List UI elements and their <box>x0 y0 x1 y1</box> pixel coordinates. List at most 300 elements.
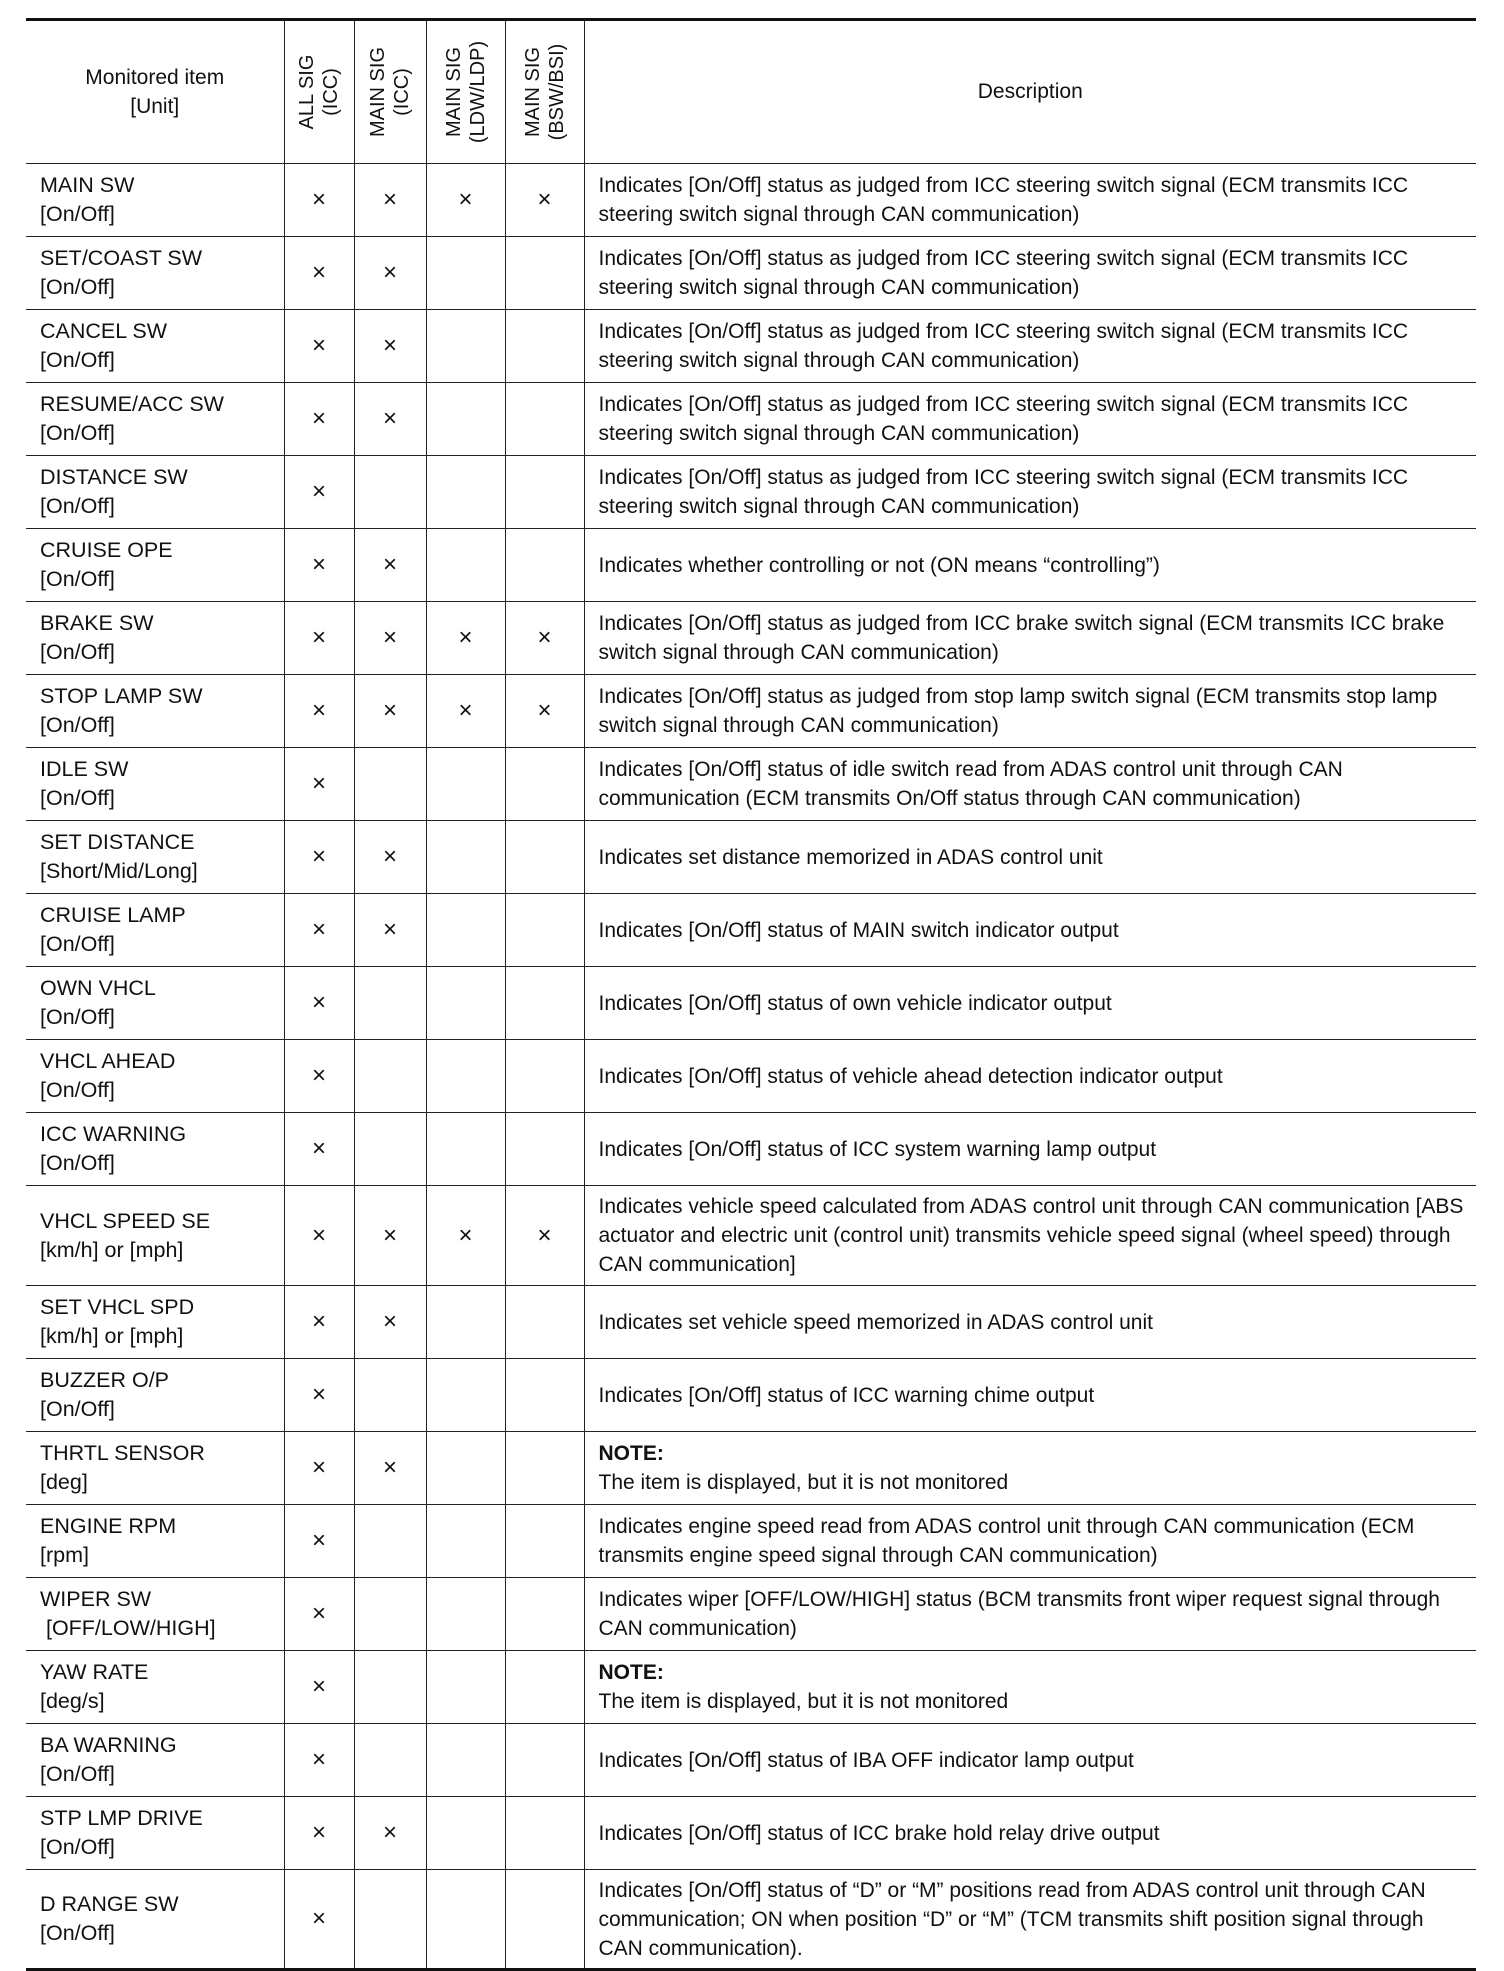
signal-mark-cell <box>354 1651 426 1724</box>
signal-mark-cell <box>354 821 426 894</box>
signal-mark-cell <box>426 164 505 237</box>
signal-mark-cell <box>354 1359 426 1432</box>
item-name: D RANGE SW <box>40 1892 179 1916</box>
monitored-item-cell <box>26 1286 284 1359</box>
monitored-item-cell <box>26 967 284 1040</box>
table-row <box>26 529 1476 602</box>
item-unit: [On/Off] <box>40 275 115 299</box>
header-col-line1: MAIN SIG <box>367 46 389 138</box>
cross-mark-icon: × <box>311 1527 326 1554</box>
item-name: MAIN SW <box>40 173 135 197</box>
signal-mark-cell <box>426 529 505 602</box>
item-unit: [On/Off] <box>40 1078 115 1102</box>
signal-mark-cell <box>284 383 354 456</box>
monitored-item-cell <box>26 602 284 675</box>
description-cell <box>584 1186 1476 1286</box>
table-row <box>26 456 1476 529</box>
monitored-item-cell <box>26 383 284 456</box>
cross-mark-icon: × <box>311 551 326 578</box>
cross-mark-icon: × <box>311 478 326 505</box>
header-main-sig-ldw-ldp <box>426 20 505 164</box>
cross-mark-icon: × <box>311 1381 326 1408</box>
monitored-item-cell <box>26 1870 284 1970</box>
signal-mark-cell <box>426 1797 505 1870</box>
cross-mark-icon: × <box>382 843 397 870</box>
signal-mark-cell <box>354 894 426 967</box>
signal-mark-cell <box>354 1797 426 1870</box>
table-row <box>26 1040 1476 1113</box>
cross-mark-icon: × <box>458 624 473 651</box>
item-name: BUZZER O/P <box>40 1368 170 1392</box>
item-unit: [On/Off] <box>40 567 115 591</box>
signal-mark-cell <box>426 1870 505 1970</box>
cross-mark-icon: × <box>537 697 552 724</box>
signal-mark-cell <box>505 1040 584 1113</box>
table-row <box>26 967 1476 1040</box>
description-text: Indicates vehicle speed calculated from ADAS control unit through CAN communication [ABS actuator and electric unit (control unit) transmits vehicle speed signal (wheel speed) through CAN communication] <box>598 1195 1464 1276</box>
header-col-line2: (LDW/LDP) <box>466 40 489 144</box>
signal-mark-cell <box>354 456 426 529</box>
signal-mark-cell <box>426 1432 505 1505</box>
signal-mark-cell <box>505 310 584 383</box>
header-item-label: Monitored item <box>85 66 225 89</box>
monitored-item-cell <box>26 1186 284 1286</box>
signal-mark-cell <box>505 1286 584 1359</box>
signal-mark-cell <box>426 748 505 821</box>
table-row <box>26 310 1476 383</box>
signal-mark-cell <box>284 1651 354 1724</box>
description-text: Indicates [On/Off] status of idle switch read from ADAS control unit through CAN communication (ECM transmits On/Off status through CAN communication) <box>598 758 1343 810</box>
monitored-item-cell <box>26 529 284 602</box>
table-body <box>26 164 1476 1970</box>
item-unit: [On/Off] <box>40 713 115 737</box>
cross-mark-icon: × <box>311 1819 326 1846</box>
signal-mark-cell <box>426 1651 505 1724</box>
signal-mark-cell <box>284 1040 354 1113</box>
signal-mark-cell <box>284 894 354 967</box>
description-cell <box>584 1040 1476 1113</box>
description-cell <box>584 748 1476 821</box>
description-text: Indicates [On/Off] status of ICC brake hold relay drive output <box>598 1821 1160 1845</box>
description-cell <box>584 1432 1476 1505</box>
signal-mark-cell <box>505 1724 584 1797</box>
signal-mark-cell <box>354 1113 426 1186</box>
signal-mark-cell <box>284 1286 354 1359</box>
signal-mark-cell <box>505 1432 584 1505</box>
header-unit-label: [Unit] <box>130 95 180 118</box>
description-cell <box>584 237 1476 310</box>
cross-mark-icon: × <box>382 551 397 578</box>
item-unit: [On/Off] <box>40 1921 115 1945</box>
description-cell <box>584 1359 1476 1432</box>
description-text: Indicates [On/Off] status as judged from ICC steering switch signal (ECM transmits ICC steering switch signal through CAN communication) <box>598 393 1409 445</box>
item-name: RESUME/ACC SW <box>40 392 224 416</box>
signal-mark-cell <box>426 602 505 675</box>
description-cell <box>584 383 1476 456</box>
description-text: Indicates [On/Off] status as judged from ICC brake switch signal (ECM transmits ICC brake switch signal through CAN communication) <box>598 612 1445 664</box>
item-name: SET VHCL SPD <box>40 1295 195 1319</box>
cross-mark-icon: × <box>311 770 326 797</box>
item-unit: [On/Off] <box>40 1397 115 1421</box>
monitored-item-cell <box>26 1578 284 1651</box>
description-text: Indicates whether controlling or not (ON means “controlling”) <box>598 553 1160 577</box>
cross-mark-icon: × <box>382 916 397 943</box>
header-col-line1: MAIN SIG <box>521 46 544 138</box>
cross-mark-icon: × <box>311 843 326 870</box>
signal-mark-cell <box>505 1186 584 1286</box>
signal-mark-cell <box>284 456 354 529</box>
table-row <box>26 1113 1476 1186</box>
cross-mark-icon: × <box>311 405 326 432</box>
signal-mark-cell <box>354 1432 426 1505</box>
monitored-item-cell <box>26 748 284 821</box>
description-text: The item is displayed, but it is not monitored <box>598 1690 1009 1713</box>
table-row <box>26 237 1476 310</box>
description-text: Indicates set vehicle speed memorized in ADAS control unit <box>598 1310 1153 1334</box>
table-row <box>26 1505 1476 1578</box>
table-row <box>26 1870 1476 1970</box>
cross-mark-icon: × <box>311 1905 326 1932</box>
table-row <box>26 894 1476 967</box>
cross-mark-icon: × <box>382 697 397 724</box>
signal-mark-cell <box>505 602 584 675</box>
signal-mark-cell <box>505 1870 584 1970</box>
signal-mark-cell <box>505 383 584 456</box>
signal-mark-cell <box>284 675 354 748</box>
signal-mark-cell <box>354 383 426 456</box>
description-text: Indicates [On/Off] status as judged from ICC steering switch signal (ECM transmits ICC steering switch signal through CAN communication) <box>598 174 1409 226</box>
description-cell <box>584 1505 1476 1578</box>
signal-mark-cell <box>284 821 354 894</box>
description-text: Indicates [On/Off] status as judged from ICC steering switch signal (ECM transmits ICC steering switch signal through CAN communication) <box>598 320 1409 372</box>
description-text: Indicates [On/Off] status of vehicle ahead detection indicator output <box>598 1064 1223 1088</box>
table-row <box>26 675 1476 748</box>
item-unit: [On/Off] <box>40 494 115 518</box>
cross-mark-icon: × <box>382 1819 397 1846</box>
table-row <box>26 1286 1476 1359</box>
item-unit: [Short/Mid/Long] <box>40 859 198 883</box>
description-cell <box>584 1113 1476 1186</box>
table-row <box>26 383 1476 456</box>
description-cell <box>584 164 1476 237</box>
signal-mark-cell <box>284 602 354 675</box>
description-cell <box>584 1870 1476 1970</box>
item-name: ICC WARNING <box>40 1122 187 1146</box>
monitored-item-cell <box>26 1432 284 1505</box>
signal-mark-cell <box>354 675 426 748</box>
monitored-item-cell <box>26 1724 284 1797</box>
signal-mark-cell <box>426 821 505 894</box>
item-unit: [km/h] or [mph] <box>40 1324 184 1348</box>
header-col-line2: (BSW/BSI) <box>545 43 568 141</box>
signal-mark-cell <box>284 748 354 821</box>
monitored-item-cell <box>26 237 284 310</box>
item-unit: [On/Off] <box>40 640 115 664</box>
signal-mark-cell <box>505 1578 584 1651</box>
item-unit: [On/Off] <box>40 1835 115 1859</box>
cross-mark-icon: × <box>311 916 326 943</box>
table-row <box>26 1724 1476 1797</box>
header-row <box>26 20 1476 164</box>
item-name: THRTL SENSOR <box>40 1441 205 1465</box>
description-cell <box>584 894 1476 967</box>
signal-mark-cell <box>284 237 354 310</box>
cross-mark-icon: × <box>537 186 552 213</box>
description-cell <box>584 1651 1476 1724</box>
cross-mark-icon: × <box>382 624 397 651</box>
item-unit: [rpm] <box>40 1543 89 1567</box>
signal-mark-cell <box>505 748 584 821</box>
monitored-item-cell <box>26 1040 284 1113</box>
table-row <box>26 1797 1476 1870</box>
signal-mark-cell <box>284 1578 354 1651</box>
signal-mark-cell <box>354 748 426 821</box>
item-unit: [On/Off] <box>40 932 115 956</box>
description-cell <box>584 1578 1476 1651</box>
monitored-item-cell <box>26 821 284 894</box>
signal-mark-cell <box>284 1724 354 1797</box>
cross-mark-icon: × <box>458 186 473 213</box>
cross-mark-icon: × <box>382 1221 397 1249</box>
item-name: DISTANCE SW <box>40 465 188 489</box>
cross-mark-icon: × <box>311 332 326 359</box>
signal-mark-cell <box>284 1870 354 1970</box>
item-name: WIPER SW <box>40 1587 152 1611</box>
cross-mark-icon: × <box>311 1454 326 1481</box>
signal-mark-cell <box>505 1359 584 1432</box>
signal-mark-cell <box>354 1505 426 1578</box>
cross-mark-icon: × <box>311 259 326 286</box>
signal-mark-cell <box>354 602 426 675</box>
signal-mark-cell <box>354 164 426 237</box>
cross-mark-icon: × <box>537 1221 552 1249</box>
item-name: CRUISE OPE <box>40 538 173 562</box>
signal-mark-cell <box>284 1113 354 1186</box>
signal-mark-cell <box>426 894 505 967</box>
note-label: NOTE: <box>598 1442 664 1465</box>
header-col-line1: MAIN SIG <box>442 46 465 138</box>
item-name: IDLE SW <box>40 757 129 781</box>
item-unit: [deg/s] <box>40 1689 105 1713</box>
item-unit: [OFF/LOW/HIGH] <box>40 1616 216 1640</box>
signal-mark-cell <box>505 675 584 748</box>
signal-mark-cell <box>426 1286 505 1359</box>
cross-mark-icon: × <box>458 1221 473 1249</box>
table-row <box>26 1432 1476 1505</box>
description-text: Indicates [On/Off] status of ICC warning chime output <box>598 1383 1095 1407</box>
signal-mark-cell <box>426 1040 505 1113</box>
signal-mark-cell <box>426 1186 505 1286</box>
monitored-item-cell <box>26 1797 284 1870</box>
monitored-item-cell <box>26 1359 284 1432</box>
item-unit: [deg] <box>40 1470 88 1494</box>
signal-mark-cell <box>284 164 354 237</box>
signal-mark-cell <box>505 1651 584 1724</box>
item-name: SET DISTANCE <box>40 830 195 854</box>
signal-mark-cell <box>505 456 584 529</box>
signal-mark-cell <box>426 1578 505 1651</box>
item-name: CANCEL SW <box>40 319 168 343</box>
header-all-sig-icc <box>284 20 354 164</box>
cross-mark-icon: × <box>382 1454 397 1481</box>
description-text: Indicates set distance memorized in ADAS control unit <box>598 845 1103 869</box>
monitored-item-cell <box>26 310 284 383</box>
signal-mark-cell <box>426 967 505 1040</box>
signal-mark-cell <box>354 237 426 310</box>
signal-mark-cell <box>284 1505 354 1578</box>
cross-mark-icon: × <box>311 186 326 213</box>
item-unit: [On/Off] <box>40 348 115 372</box>
monitor-table <box>26 18 1476 1971</box>
signal-mark-cell <box>505 164 584 237</box>
signal-mark-cell <box>354 1186 426 1286</box>
signal-mark-cell <box>426 1505 505 1578</box>
item-name: STP LMP DRIVE <box>40 1806 203 1830</box>
signal-mark-cell <box>505 894 584 967</box>
signal-mark-cell <box>505 967 584 1040</box>
signal-mark-cell <box>426 456 505 529</box>
item-unit: [On/Off] <box>40 421 115 445</box>
table-row <box>26 1359 1476 1432</box>
cross-mark-icon: × <box>311 1746 326 1773</box>
header-col-line2: (ICC) <box>320 68 342 116</box>
signal-mark-cell <box>284 1359 354 1432</box>
description-cell <box>584 1724 1476 1797</box>
signal-mark-cell <box>426 383 505 456</box>
table-row <box>26 1651 1476 1724</box>
header-main-sig-icc <box>354 20 426 164</box>
signal-mark-cell <box>284 967 354 1040</box>
monitored-item-cell <box>26 1651 284 1724</box>
monitored-item-cell <box>26 894 284 967</box>
item-unit: [On/Off] <box>40 786 115 810</box>
description-text: Indicates wiper [OFF/LOW/HIGH] status (BCM transmits front wiper request signal through CAN communication) <box>598 1588 1440 1640</box>
description-text: The item is displayed, but it is not monitored <box>598 1471 1009 1494</box>
item-name: BRAKE SW <box>40 611 154 635</box>
description-cell <box>584 529 1476 602</box>
signal-mark-cell <box>505 1505 584 1578</box>
header-description: Description <box>584 20 1476 164</box>
item-name: ENGINE RPM <box>40 1514 177 1538</box>
item-unit: [km/h] or [mph] <box>40 1237 184 1262</box>
cross-mark-icon: × <box>311 989 326 1016</box>
signal-mark-cell <box>354 1870 426 1970</box>
monitored-item-cell <box>26 164 284 237</box>
signal-mark-cell <box>284 1186 354 1286</box>
item-unit: [On/Off] <box>40 1151 115 1175</box>
description-cell <box>584 602 1476 675</box>
cross-mark-icon: × <box>311 624 326 651</box>
signal-mark-cell <box>354 310 426 383</box>
signal-mark-cell <box>284 1797 354 1870</box>
description-cell <box>584 1286 1476 1359</box>
item-name: SET/COAST SW <box>40 246 203 270</box>
table-row <box>26 602 1476 675</box>
note-label: NOTE: <box>598 1661 664 1684</box>
table-row <box>26 1186 1476 1286</box>
header-monitored-item <box>26 20 284 164</box>
monitored-item-cell <box>26 1113 284 1186</box>
cross-mark-icon: × <box>311 697 326 724</box>
description-text: Indicates [On/Off] status as judged from ICC steering switch signal (ECM transmits ICC steering switch signal through CAN communication) <box>598 247 1409 299</box>
header-col-line1: ALL SIG <box>296 54 318 130</box>
table-row <box>26 821 1476 894</box>
cross-mark-icon: × <box>382 186 397 213</box>
description-cell <box>584 675 1476 748</box>
cross-mark-icon: × <box>382 405 397 432</box>
signal-mark-cell <box>354 1724 426 1797</box>
signal-mark-cell <box>426 675 505 748</box>
signal-mark-cell <box>505 529 584 602</box>
signal-mark-cell <box>354 1578 426 1651</box>
signal-mark-cell <box>505 821 584 894</box>
item-name: STOP LAMP SW <box>40 684 203 708</box>
cross-mark-icon: × <box>311 1221 326 1249</box>
cross-mark-icon: × <box>311 1135 326 1162</box>
signal-mark-cell <box>426 1724 505 1797</box>
description-cell <box>584 1797 1476 1870</box>
description-text: Indicates [On/Off] status of own vehicle indicator output <box>598 991 1112 1015</box>
cross-mark-icon: × <box>311 1673 326 1700</box>
signal-mark-cell <box>505 237 584 310</box>
table-row <box>26 748 1476 821</box>
cross-mark-icon: × <box>311 1600 326 1627</box>
item-name: CRUISE LAMP <box>40 903 186 927</box>
signal-mark-cell <box>354 1286 426 1359</box>
table-row <box>26 1578 1476 1651</box>
item-unit: [On/Off] <box>40 1762 115 1786</box>
cross-mark-icon: × <box>458 697 473 724</box>
signal-mark-cell <box>505 1113 584 1186</box>
signal-mark-cell <box>284 310 354 383</box>
item-name: BA WARNING <box>40 1733 177 1757</box>
item-unit: [On/Off] <box>40 202 115 226</box>
cross-mark-icon: × <box>382 259 397 286</box>
cross-mark-icon: × <box>311 1062 326 1089</box>
description-text: Indicates [On/Off] status as judged from ICC steering switch signal (ECM transmits ICC steering switch signal through CAN communication) <box>598 466 1409 518</box>
description-text: Indicates engine speed read from ADAS control unit through CAN communication (ECM transmits engine speed signal through CAN communication) <box>598 1515 1415 1567</box>
header-main-sig-bsw-bsi <box>505 20 584 164</box>
description-text: Indicates [On/Off] status as judged from stop lamp switch signal (ECM transmits stop lamp switch signal through CAN communication) <box>598 685 1438 737</box>
item-name: YAW RATE <box>40 1660 149 1684</box>
signal-mark-cell <box>284 1432 354 1505</box>
cross-mark-icon: × <box>537 624 552 651</box>
cross-mark-icon: × <box>382 332 397 359</box>
cross-mark-icon: × <box>311 1308 326 1335</box>
description-cell <box>584 456 1476 529</box>
signal-mark-cell <box>426 237 505 310</box>
description-text: Indicates [On/Off] status of MAIN switch indicator output <box>598 918 1119 942</box>
signal-mark-cell <box>426 310 505 383</box>
item-name: VHCL SPEED SE <box>40 1208 211 1233</box>
monitored-item-cell <box>26 1505 284 1578</box>
signal-mark-cell <box>354 967 426 1040</box>
table-row <box>26 164 1476 237</box>
cross-mark-icon: × <box>382 1308 397 1335</box>
signal-mark-cell <box>426 1359 505 1432</box>
item-unit: [On/Off] <box>40 1005 115 1029</box>
signal-mark-cell <box>354 1040 426 1113</box>
item-name: VHCL AHEAD <box>40 1049 176 1073</box>
monitored-item-cell <box>26 456 284 529</box>
signal-mark-cell <box>505 1797 584 1870</box>
description-text: Indicates [On/Off] status of ICC system warning lamp output <box>598 1137 1157 1161</box>
signal-mark-cell <box>354 529 426 602</box>
signal-mark-cell <box>284 529 354 602</box>
description-cell <box>584 310 1476 383</box>
description-text: Indicates [On/Off] status of “D” or “M” positions read from ADAS control unit through CAN communication; ON when position “D” or “M” (TCM transmits shift position signal through CAN communication). <box>598 1878 1426 1960</box>
description-cell <box>584 821 1476 894</box>
